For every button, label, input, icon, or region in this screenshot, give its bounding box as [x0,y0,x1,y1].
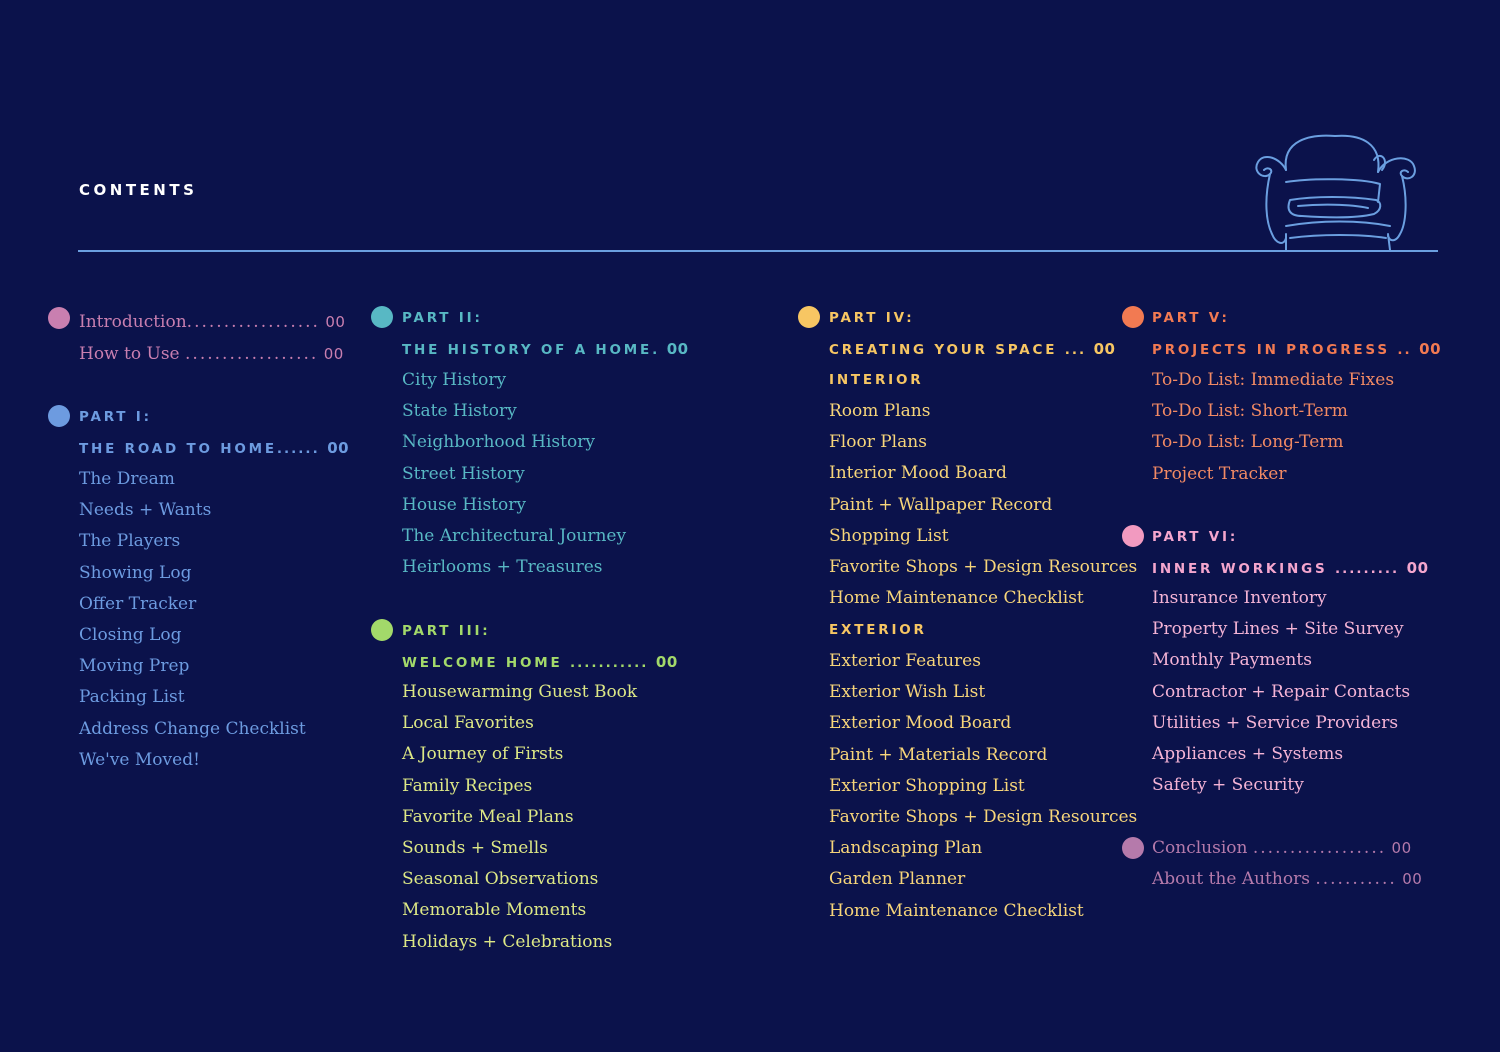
exterior-label: EXTERIOR [829,622,927,638]
toc-entry[interactable]: Street History [402,463,525,484]
page-number: 00 [325,313,346,331]
toc-entry[interactable]: Seasonal Observations [402,869,599,890]
toc-entry[interactable]: Appliances + Systems [1152,744,1344,764]
toc-entry[interactable]: Monthly Payments [1152,650,1312,671]
page-number: 00 [666,340,689,358]
toc-entry[interactable]: Safety + Security [1152,775,1304,796]
toc-entry[interactable]: Memorable Moments [402,900,587,921]
leader-dots: . [652,342,660,358]
toc-entry[interactable]: To-Do List: Short-Term [1152,401,1348,422]
page-number: 00 [1419,340,1442,358]
part1-dot [48,405,70,427]
section-title: PROJECTS IN PROGRESS [1152,342,1390,358]
page-number: 00 [1391,839,1412,857]
toc-introduction[interactable] [79,311,345,333]
toc-entry[interactable]: State History [402,401,517,422]
interior-label: INTERIOR [829,372,924,388]
leader-dots: ......... [1335,561,1400,577]
part4-dot [798,306,820,328]
part1-label: PART I: [79,409,152,425]
toc-entry[interactable]: Showing Log [79,562,192,583]
leader-dots: ........... [570,655,649,671]
section-title: INNER WORKINGS [1152,561,1328,577]
toc-entry[interactable]: Sounds + Smells [402,838,548,858]
toc-entry[interactable]: We've Moved! [79,749,200,770]
toc-entry[interactable]: Favorite Shops + Design Resources [829,807,1138,827]
part6-title[interactable] [1152,557,1429,580]
toc-entry[interactable]: Closing Log [79,625,182,645]
toc-entry[interactable]: Housewarming Guest Book [402,682,638,702]
part5-label: PART V: [1152,310,1230,326]
toc-entry[interactable]: To-Do List: Long-Term [1152,432,1344,453]
toc-entry[interactable]: Packing List [79,687,185,708]
toc-entry[interactable]: Garden Planner [829,869,966,890]
part3-label: PART III: [402,623,491,639]
page-number: 00 [1402,870,1423,888]
contents-title: CONTENTS [79,181,198,199]
part4-title[interactable] [829,338,1115,361]
toc-entry[interactable]: Contractor + Repair Contacts [1152,681,1411,702]
toc-entry[interactable]: The Architectural Journey [402,526,627,546]
toc-entry[interactable]: Project Tracker [1152,463,1287,484]
leader-dots: .................. [186,312,320,332]
header-rule [78,250,1438,252]
toc-entry[interactable]: Floor Plans [829,432,927,453]
toc-entry[interactable]: Shopping List [829,525,949,546]
toc-entry[interactable]: Moving Prep [79,656,190,677]
part2-label: PART II: [402,310,483,326]
part6-dot [1122,525,1144,547]
toc-entry[interactable]: Local Favorites [402,713,534,734]
toc-entry[interactable]: Neighborhood History [402,432,595,453]
toc-entry[interactable]: Exterior Mood Board [829,713,1012,734]
toc-entry[interactable]: Offer Tracker [79,593,197,614]
toc-entry[interactable]: The Dream [79,469,175,489]
toc-entry[interactable]: Heirlooms + Treasures [402,557,603,578]
leader-dots: .................. [1252,838,1387,858]
leader-dots: ........... [1315,869,1397,889]
toc-entry[interactable]: Holidays + Celebrations [402,931,613,952]
part3-title[interactable] [402,651,678,674]
page-number: 00 [1093,340,1116,358]
page-number: 00 [327,439,350,457]
toc-entry[interactable]: City History [402,370,507,390]
toc-entry[interactable]: Exterior Features [829,651,981,671]
toc-entry[interactable]: Property Lines + Site Survey [1152,619,1404,640]
toc-entry[interactable]: A Journey of Firsts [402,744,564,765]
part6-label: PART VI: [1152,529,1239,545]
section-title: CREATING YOUR SPACE [829,342,1058,358]
entry-label: How to Use [79,344,180,364]
toc-entry[interactable]: The Players [79,531,181,552]
section-title: THE HISTORY OF A HOME [402,342,653,358]
part5-dot [1122,306,1144,328]
toc-entry[interactable]: Insurance Inventory [1152,588,1327,608]
toc-entry[interactable]: Exterior Wish List [829,682,986,703]
toc-entry[interactable]: Paint + Materials Record [829,744,1048,765]
toc-entry[interactable]: Interior Mood Board [829,463,1007,484]
toc-entry[interactable]: Landscaping Plan [829,838,983,859]
toc-entry[interactable]: House History [402,494,526,515]
part2-title[interactable] [402,338,689,361]
toc-entry[interactable]: Favorite Meal Plans [402,806,574,827]
entry-label: Introduction [79,312,187,332]
part4-label: PART IV: [829,310,915,326]
part5-title[interactable] [1152,338,1441,361]
toc-entry[interactable]: To-Do List: Immediate Fixes [1152,370,1395,390]
page-number: 00 [655,653,678,671]
leader-dots: .. [1397,342,1412,358]
toc-about-authors[interactable] [1152,868,1422,890]
toc-conclusion[interactable] [1152,837,1412,859]
page-number: 00 [323,345,344,363]
part1-title[interactable] [79,437,349,460]
intro-dot [48,307,70,329]
toc-entry[interactable]: Home Maintenance Checklist [829,900,1084,921]
toc-entry[interactable]: Room Plans [829,401,931,421]
leader-dots: ...... [276,441,320,457]
section-title: THE ROAD TO HOME [79,441,277,457]
toc-entry[interactable]: Exterior Shopping List [829,775,1025,796]
leader-dots: .................. [185,344,319,364]
leader-dots: ... [1064,342,1087,358]
entry-label: Conclusion [1152,838,1248,858]
toc-entry[interactable]: Favorite Shops + Design Resources [829,557,1138,577]
toc-entry[interactable]: Family Recipes [402,775,533,796]
toc-entry[interactable]: Home Maintenance Checklist [829,588,1084,609]
armchair-line-icon [1250,130,1420,254]
part2-dot [371,306,393,328]
toc-how-to-use[interactable] [79,343,344,365]
toc-entry[interactable]: Utilities + Service Providers [1152,712,1399,733]
part3-dot [371,619,393,641]
section-title: WELCOME HOME [402,655,563,671]
toc-entry[interactable]: Needs + Wants [79,500,212,521]
toc-entry[interactable]: Paint + Wallpaper Record [829,494,1053,515]
page-number: 00 [1406,559,1429,577]
entry-label: About the Authors [1152,869,1310,889]
conclusion-dot [1122,837,1144,859]
toc-entry[interactable]: Address Change Checklist [79,718,306,739]
